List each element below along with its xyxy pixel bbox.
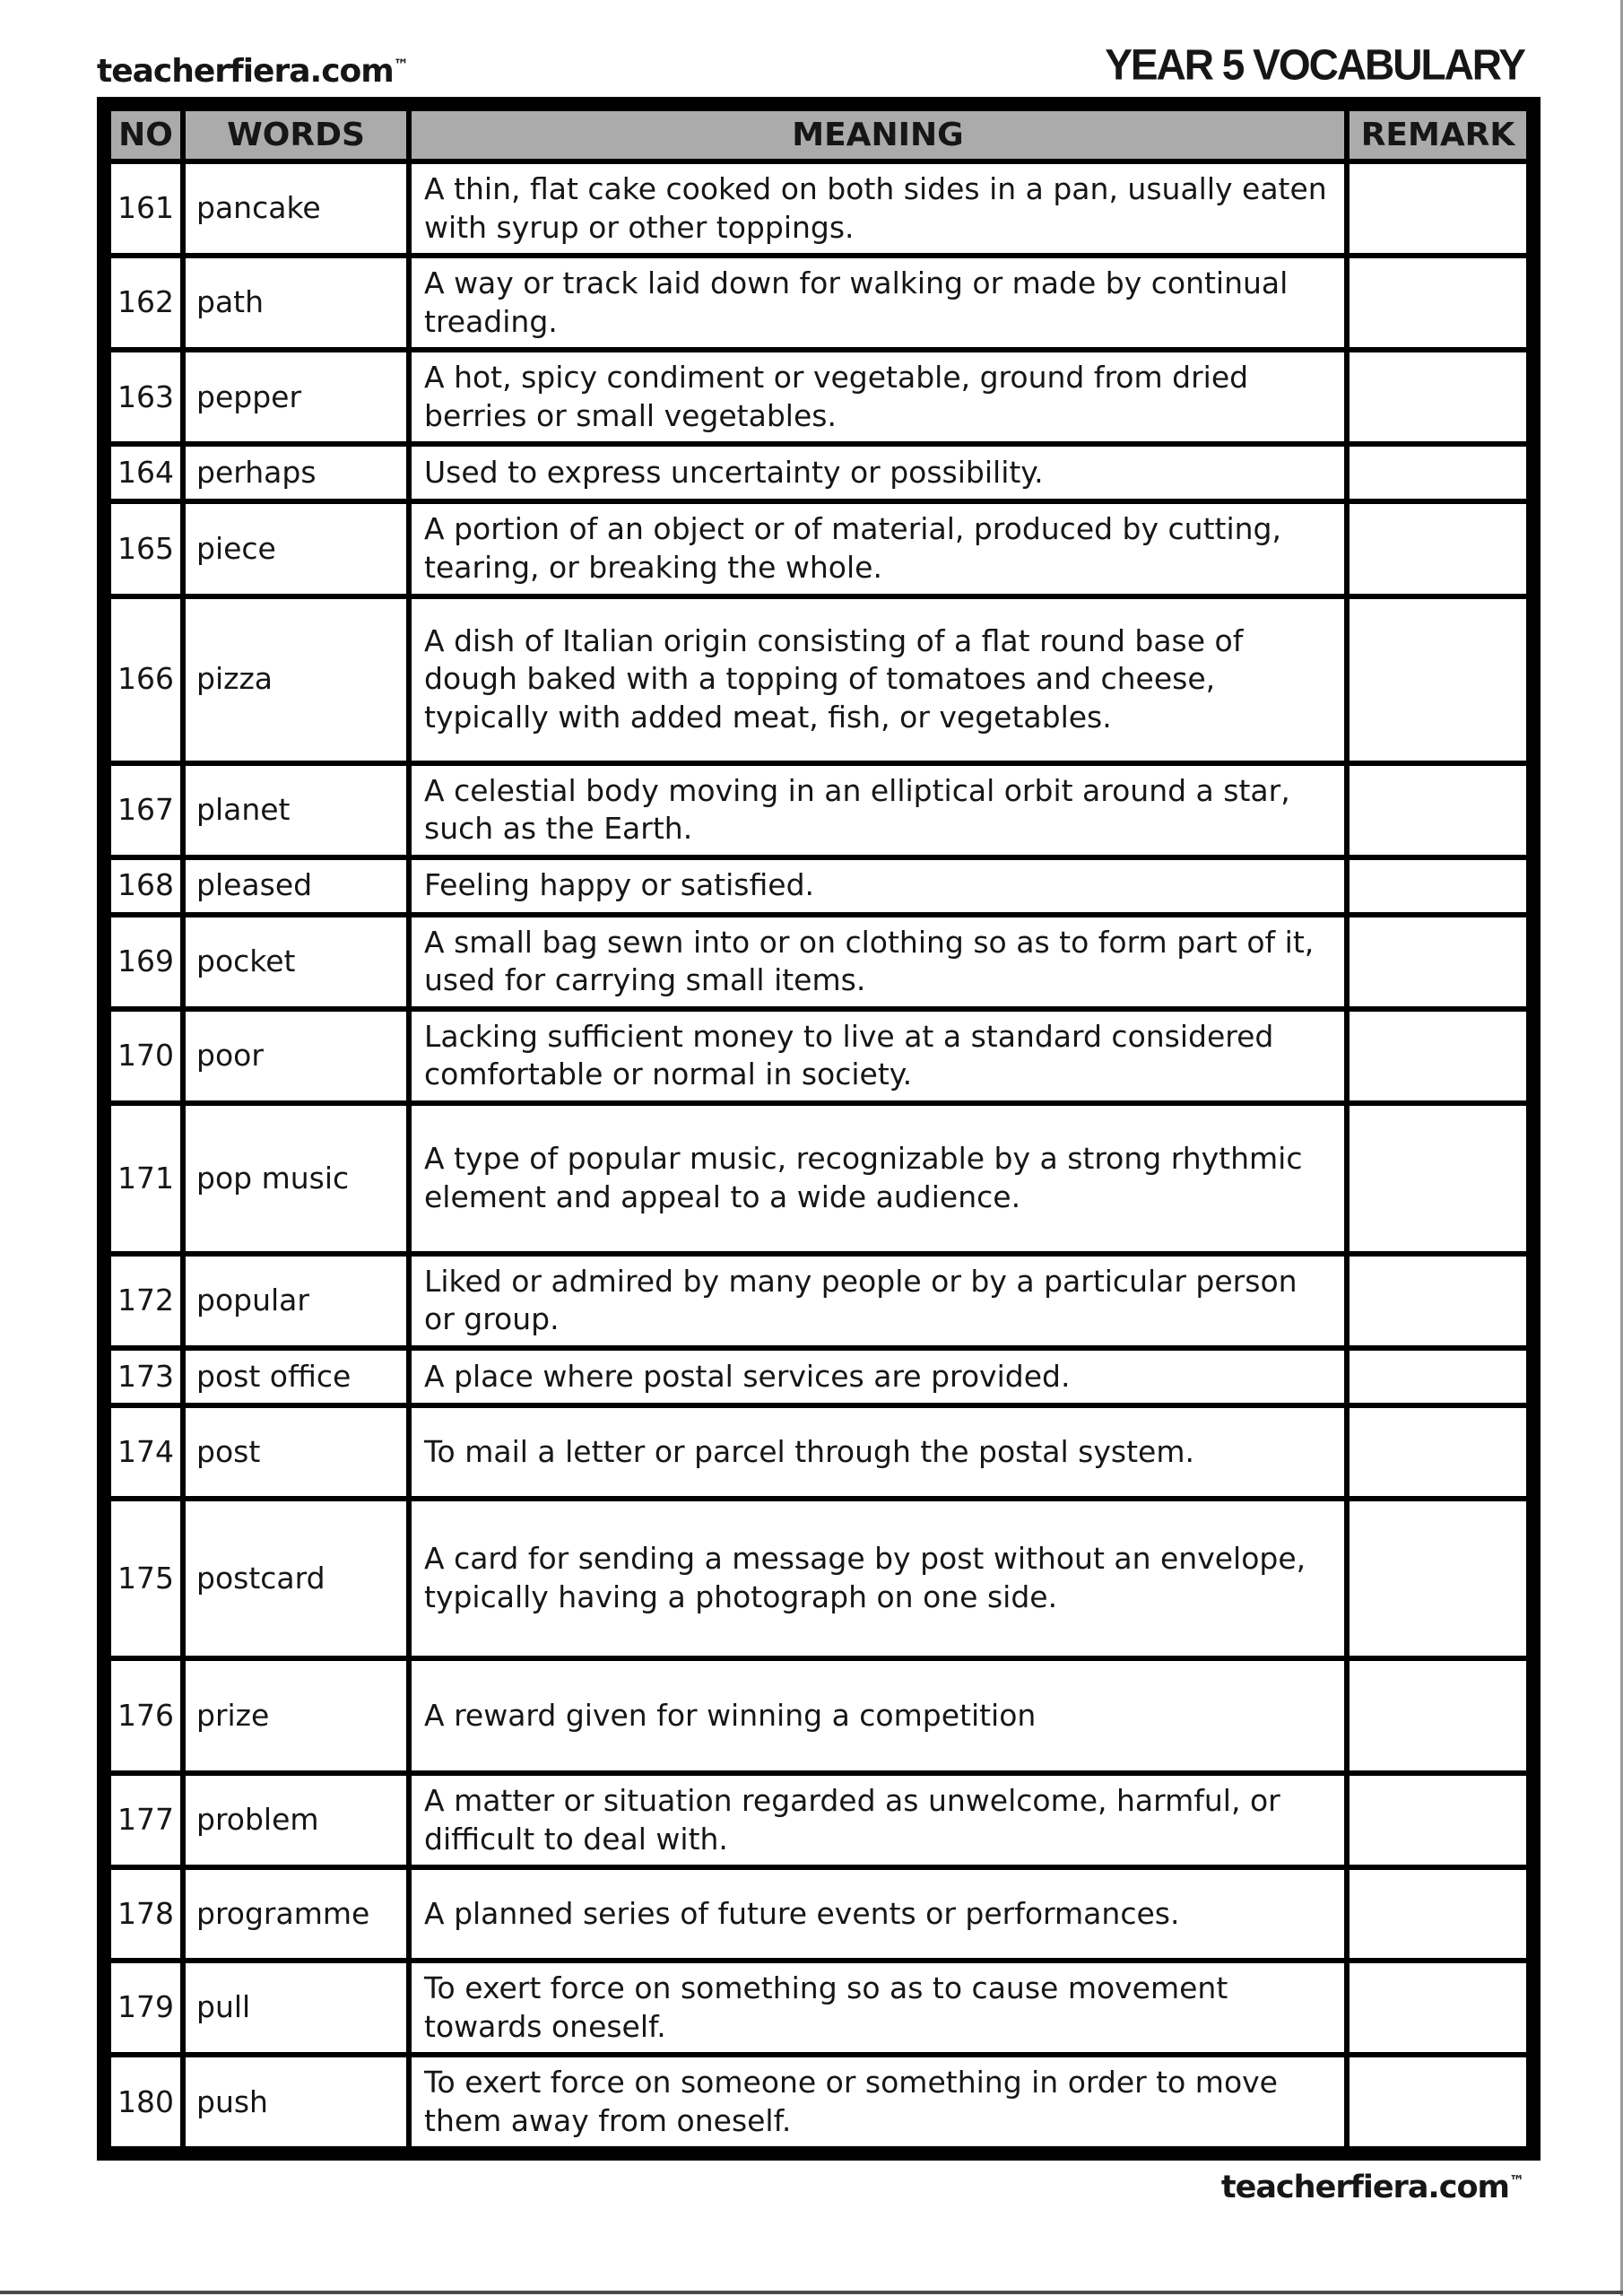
table-row <box>104 857 1533 915</box>
row-word: popular <box>183 1254 409 1348</box>
row-word: path <box>183 256 409 350</box>
row-remark-cell <box>1347 1103 1533 1254</box>
row-meaning: A hot, spicy condiment or vegetable, ground from dried berries or small vegetables. <box>409 350 1347 444</box>
row-number: 167 <box>104 763 183 857</box>
page-footer <box>97 2161 1526 2205</box>
row-word: poor <box>183 1009 409 1103</box>
row-word: push <box>183 2055 409 2153</box>
table-row <box>104 1499 1533 1658</box>
row-word: pancake <box>183 161 409 256</box>
row-remark-cell <box>1347 1009 1533 1103</box>
scan-edge-bottom <box>0 2291 1623 2294</box>
row-number: 162 <box>104 256 183 350</box>
row-number: 169 <box>104 915 183 1009</box>
table-header <box>104 104 1533 161</box>
column-header-meaning: MEANING <box>409 104 1347 161</box>
table-row <box>104 1773 1533 1867</box>
table-row <box>104 1658 1533 1773</box>
trademark-symbol: ™ <box>393 57 409 74</box>
table-row <box>104 915 1533 1009</box>
table-row <box>104 1009 1533 1103</box>
worksheet-content <box>97 32 1526 2205</box>
column-header-no: NO <box>104 104 183 161</box>
table-header-row <box>104 104 1533 161</box>
row-remark-cell <box>1347 350 1533 444</box>
row-word: pizza <box>183 596 409 763</box>
row-number: 177 <box>104 1773 183 1867</box>
row-remark-cell <box>1347 1405 1533 1499</box>
row-meaning: Lacking sufficient money to live at a standard considered comfortable or normal in society. <box>409 1009 1347 1103</box>
site-logo-text: teacherfiera.com <box>97 53 394 90</box>
table-row <box>104 1961 1533 2055</box>
row-remark-cell <box>1347 501 1533 596</box>
row-number: 174 <box>104 1405 183 1499</box>
row-remark-cell <box>1347 1254 1533 1348</box>
row-word: programme <box>183 1867 409 1961</box>
row-meaning: Feeling happy or satisfied. <box>409 857 1347 915</box>
row-remark-cell <box>1347 1348 1533 1405</box>
column-header-remark: REMARK <box>1347 104 1533 161</box>
footer-trademark-symbol: ™ <box>1509 2172 1524 2191</box>
row-remark-cell <box>1347 2055 1533 2153</box>
table-row <box>104 763 1533 857</box>
row-number: 164 <box>104 444 183 501</box>
row-word: pepper <box>183 350 409 444</box>
row-meaning: A celestial body moving in an elliptical orbit around a star, such as the Earth. <box>409 763 1347 857</box>
row-remark-cell <box>1347 1658 1533 1773</box>
row-meaning: A reward given for winning a competition <box>409 1658 1347 1773</box>
row-number: 172 <box>104 1254 183 1348</box>
row-word: perhaps <box>183 444 409 501</box>
row-number: 175 <box>104 1499 183 1658</box>
row-number: 166 <box>104 596 183 763</box>
row-word: prize <box>183 1658 409 1773</box>
row-word: pull <box>183 1961 409 2055</box>
row-meaning: A type of popular music, recognizable by a strong rhythmic element and appeal to a wide audience. <box>409 1103 1347 1254</box>
row-number: 173 <box>104 1348 183 1405</box>
row-meaning: To exert force on something so as to cause movement towards oneself. <box>409 1961 1347 2055</box>
row-remark-cell <box>1347 915 1533 1009</box>
site-logo <box>97 53 409 90</box>
row-meaning: A portion of an object or of material, produced by cutting, tearing, or breaking the whole. <box>409 501 1347 596</box>
table-row <box>104 350 1533 444</box>
table-row <box>104 1867 1533 1961</box>
row-meaning: A thin, flat cake cooked on both sides in a pan, usually eaten with syrup or other toppings. <box>409 161 1347 256</box>
row-meaning: To mail a letter or parcel through the postal system. <box>409 1405 1347 1499</box>
row-meaning: A card for sending a message by post without an envelope, typically having a photograph on one side. <box>409 1499 1347 1658</box>
row-number: 176 <box>104 1658 183 1773</box>
page-title: YEAR 5 VOCABULARY <box>1105 39 1524 89</box>
table-row <box>104 501 1533 596</box>
row-remark-cell <box>1347 1867 1533 1961</box>
row-meaning: A dish of Italian origin consisting of a flat round base of dough baked with a topping of tomatoes and cheese, typically with added meat, fish, or vegetables. <box>409 596 1347 763</box>
table-row <box>104 1348 1533 1405</box>
row-meaning: To exert force on someone or something in order to move them away from oneself. <box>409 2055 1347 2153</box>
row-remark-cell <box>1347 161 1533 256</box>
row-meaning: Liked or admired by many people or by a particular person or group. <box>409 1254 1347 1348</box>
row-number: 171 <box>104 1103 183 1254</box>
row-word: pleased <box>183 857 409 915</box>
row-remark-cell <box>1347 1499 1533 1658</box>
row-number: 165 <box>104 501 183 596</box>
table-row <box>104 1254 1533 1348</box>
row-remark-cell <box>1347 763 1533 857</box>
table-row <box>104 256 1533 350</box>
row-remark-cell <box>1347 857 1533 915</box>
row-remark-cell <box>1347 444 1533 501</box>
table-row <box>104 596 1533 763</box>
table-row <box>104 1103 1533 1254</box>
table-row <box>104 2055 1533 2153</box>
row-word: piece <box>183 501 409 596</box>
row-remark-cell <box>1347 1773 1533 1867</box>
vocabulary-table <box>97 97 1541 2161</box>
row-remark-cell <box>1347 256 1533 350</box>
table-row <box>104 1405 1533 1499</box>
table-row <box>104 444 1533 501</box>
row-number: 163 <box>104 350 183 444</box>
row-number: 178 <box>104 1867 183 1961</box>
row-number: 161 <box>104 161 183 256</box>
column-header-words: WORDS <box>183 104 409 161</box>
row-word: post <box>183 1405 409 1499</box>
row-word: problem <box>183 1773 409 1867</box>
footer-logo-text: teacherfiera.com <box>1220 2170 1509 2206</box>
row-meaning: A way or track laid down for walking or made by continual treading. <box>409 256 1347 350</box>
row-meaning: A place where postal services are provided. <box>409 1348 1347 1405</box>
row-word: post office <box>183 1348 409 1405</box>
row-word: pocket <box>183 915 409 1009</box>
row-number: 179 <box>104 1961 183 2055</box>
masthead <box>97 32 1526 97</box>
vocab-table-body <box>104 161 1533 2153</box>
row-meaning: A matter or situation regarded as unwelcome, harmful, or difficult to deal with. <box>409 1773 1347 1867</box>
row-remark-cell <box>1347 1961 1533 2055</box>
table-row <box>104 161 1533 256</box>
row-remark-cell <box>1347 596 1533 763</box>
row-meaning: A planned series of future events or performances. <box>409 1867 1347 1961</box>
row-meaning: A small bag sewn into or on clothing so as to form part of it, used for carrying small items. <box>409 915 1347 1009</box>
footer-logo <box>97 2170 1524 2205</box>
row-word: postcard <box>183 1499 409 1658</box>
row-number: 168 <box>104 857 183 915</box>
row-number: 170 <box>104 1009 183 1103</box>
row-word: planet <box>183 763 409 857</box>
row-number: 180 <box>104 2055 183 2153</box>
row-word: pop music <box>183 1103 409 1254</box>
row-meaning: Used to express uncertainty or possibility. <box>409 444 1347 501</box>
